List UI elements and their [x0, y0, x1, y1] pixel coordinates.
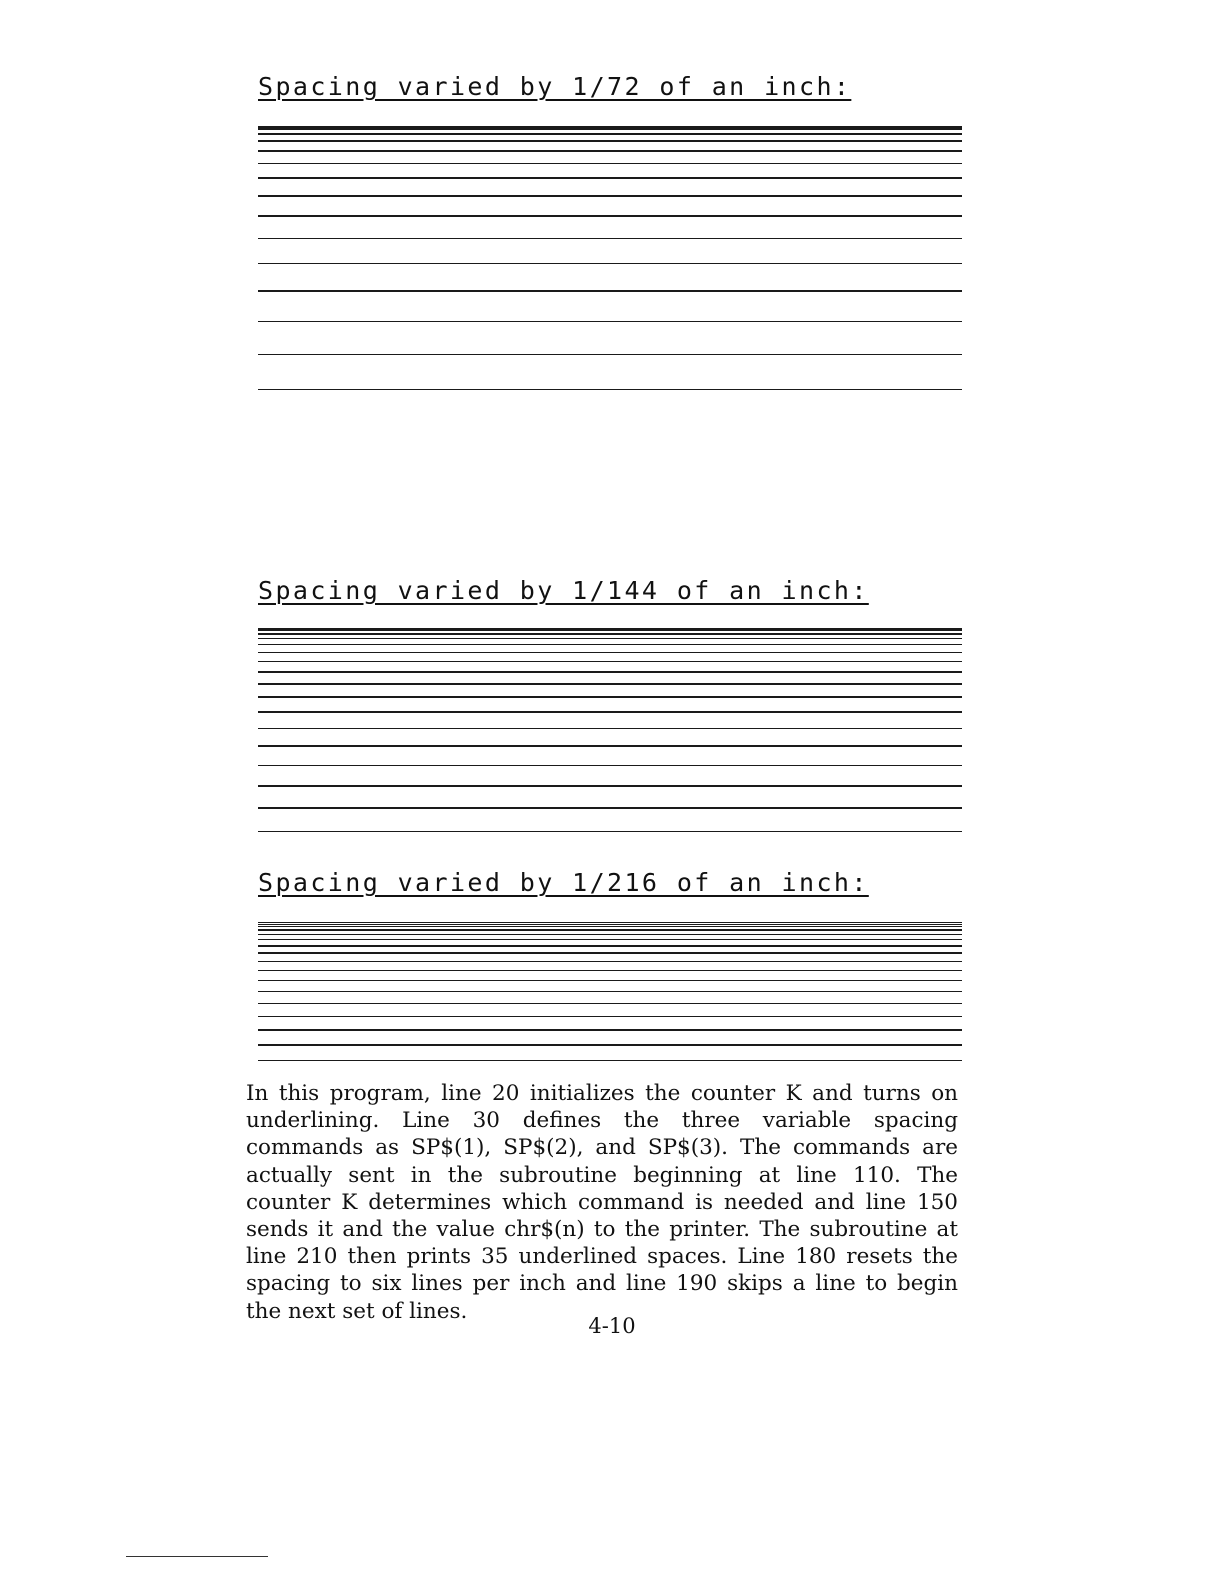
underline-rule — [258, 945, 962, 946]
underline-rule — [258, 952, 962, 953]
underline-rule — [258, 934, 962, 935]
underline-rule — [258, 1060, 962, 1061]
underline-rule — [258, 661, 962, 663]
underline-rule — [258, 1029, 962, 1030]
underline-rule — [258, 831, 962, 833]
underline-rule — [258, 939, 962, 940]
underline-rule — [258, 238, 962, 240]
underline-rule — [258, 638, 962, 640]
underline-rule — [258, 177, 962, 179]
underline-rule — [258, 150, 962, 152]
section-heading-1-216: Spacing varied by 1/216 of an inch: — [258, 868, 869, 897]
underline-rule — [258, 630, 962, 632]
underline-rule — [258, 1044, 962, 1045]
underline-rule — [258, 980, 962, 981]
underline-rule — [258, 128, 962, 130]
section-heading-1-144: Spacing varied by 1/144 of an inch: — [258, 576, 869, 605]
underline-rule — [258, 696, 962, 698]
underline-rule — [258, 133, 962, 135]
underline-rule — [258, 1003, 962, 1004]
underline-rule — [258, 961, 962, 962]
underline-rule — [258, 991, 962, 992]
underline-rule — [258, 711, 962, 713]
underline-rule — [258, 745, 962, 747]
underline-rule — [258, 926, 962, 927]
underline-rule — [258, 807, 962, 809]
underline-rule — [258, 671, 962, 673]
line-spacing-sample-1-144 — [258, 628, 962, 842]
underline-rule — [258, 321, 962, 323]
underline-rule — [258, 195, 962, 197]
underline-rule — [258, 1016, 962, 1017]
underline-rule — [258, 215, 962, 217]
underline-rule — [258, 163, 962, 165]
underline-rule — [258, 728, 962, 730]
underline-rule — [258, 263, 962, 265]
underline-rule — [258, 929, 962, 930]
underline-rule — [258, 652, 962, 654]
underline-rule — [258, 785, 962, 787]
underline-rule — [258, 389, 962, 391]
underline-rule — [258, 765, 962, 767]
section-heading-1-72: Spacing varied by 1/72 of an inch: — [258, 72, 852, 101]
underline-rule — [258, 924, 962, 925]
underline-rule — [258, 140, 962, 142]
line-spacing-sample-1-216 — [258, 922, 962, 1064]
page-number: 4-10 — [588, 1314, 636, 1338]
line-spacing-sample-1-72 — [258, 126, 962, 546]
underline-rule — [258, 970, 962, 971]
underline-rule — [258, 633, 962, 635]
body-paragraph: In this program, line 20 initializes the counter K and turns on underlining. Line 30 defines the three variable spacing commands as SP$(1), SP$(2), and SP$(3). The commands are actually sent in the subroutine beginning at line 110. The counter K determines which command is needed and line 150 sends it and the value chr$(n) to the printer. The subroutine at line 210 then prints 35 underlined spaces. Line 180 resets the spacing to six lines per inch and line 190 skips a line to begin the next set of lines. — [246, 1081, 958, 1324]
underline-rule — [258, 290, 962, 292]
underline-rule — [258, 354, 962, 356]
underline-rule — [258, 683, 962, 685]
footnote-rule — [126, 1556, 268, 1557]
underline-rule — [258, 644, 962, 646]
